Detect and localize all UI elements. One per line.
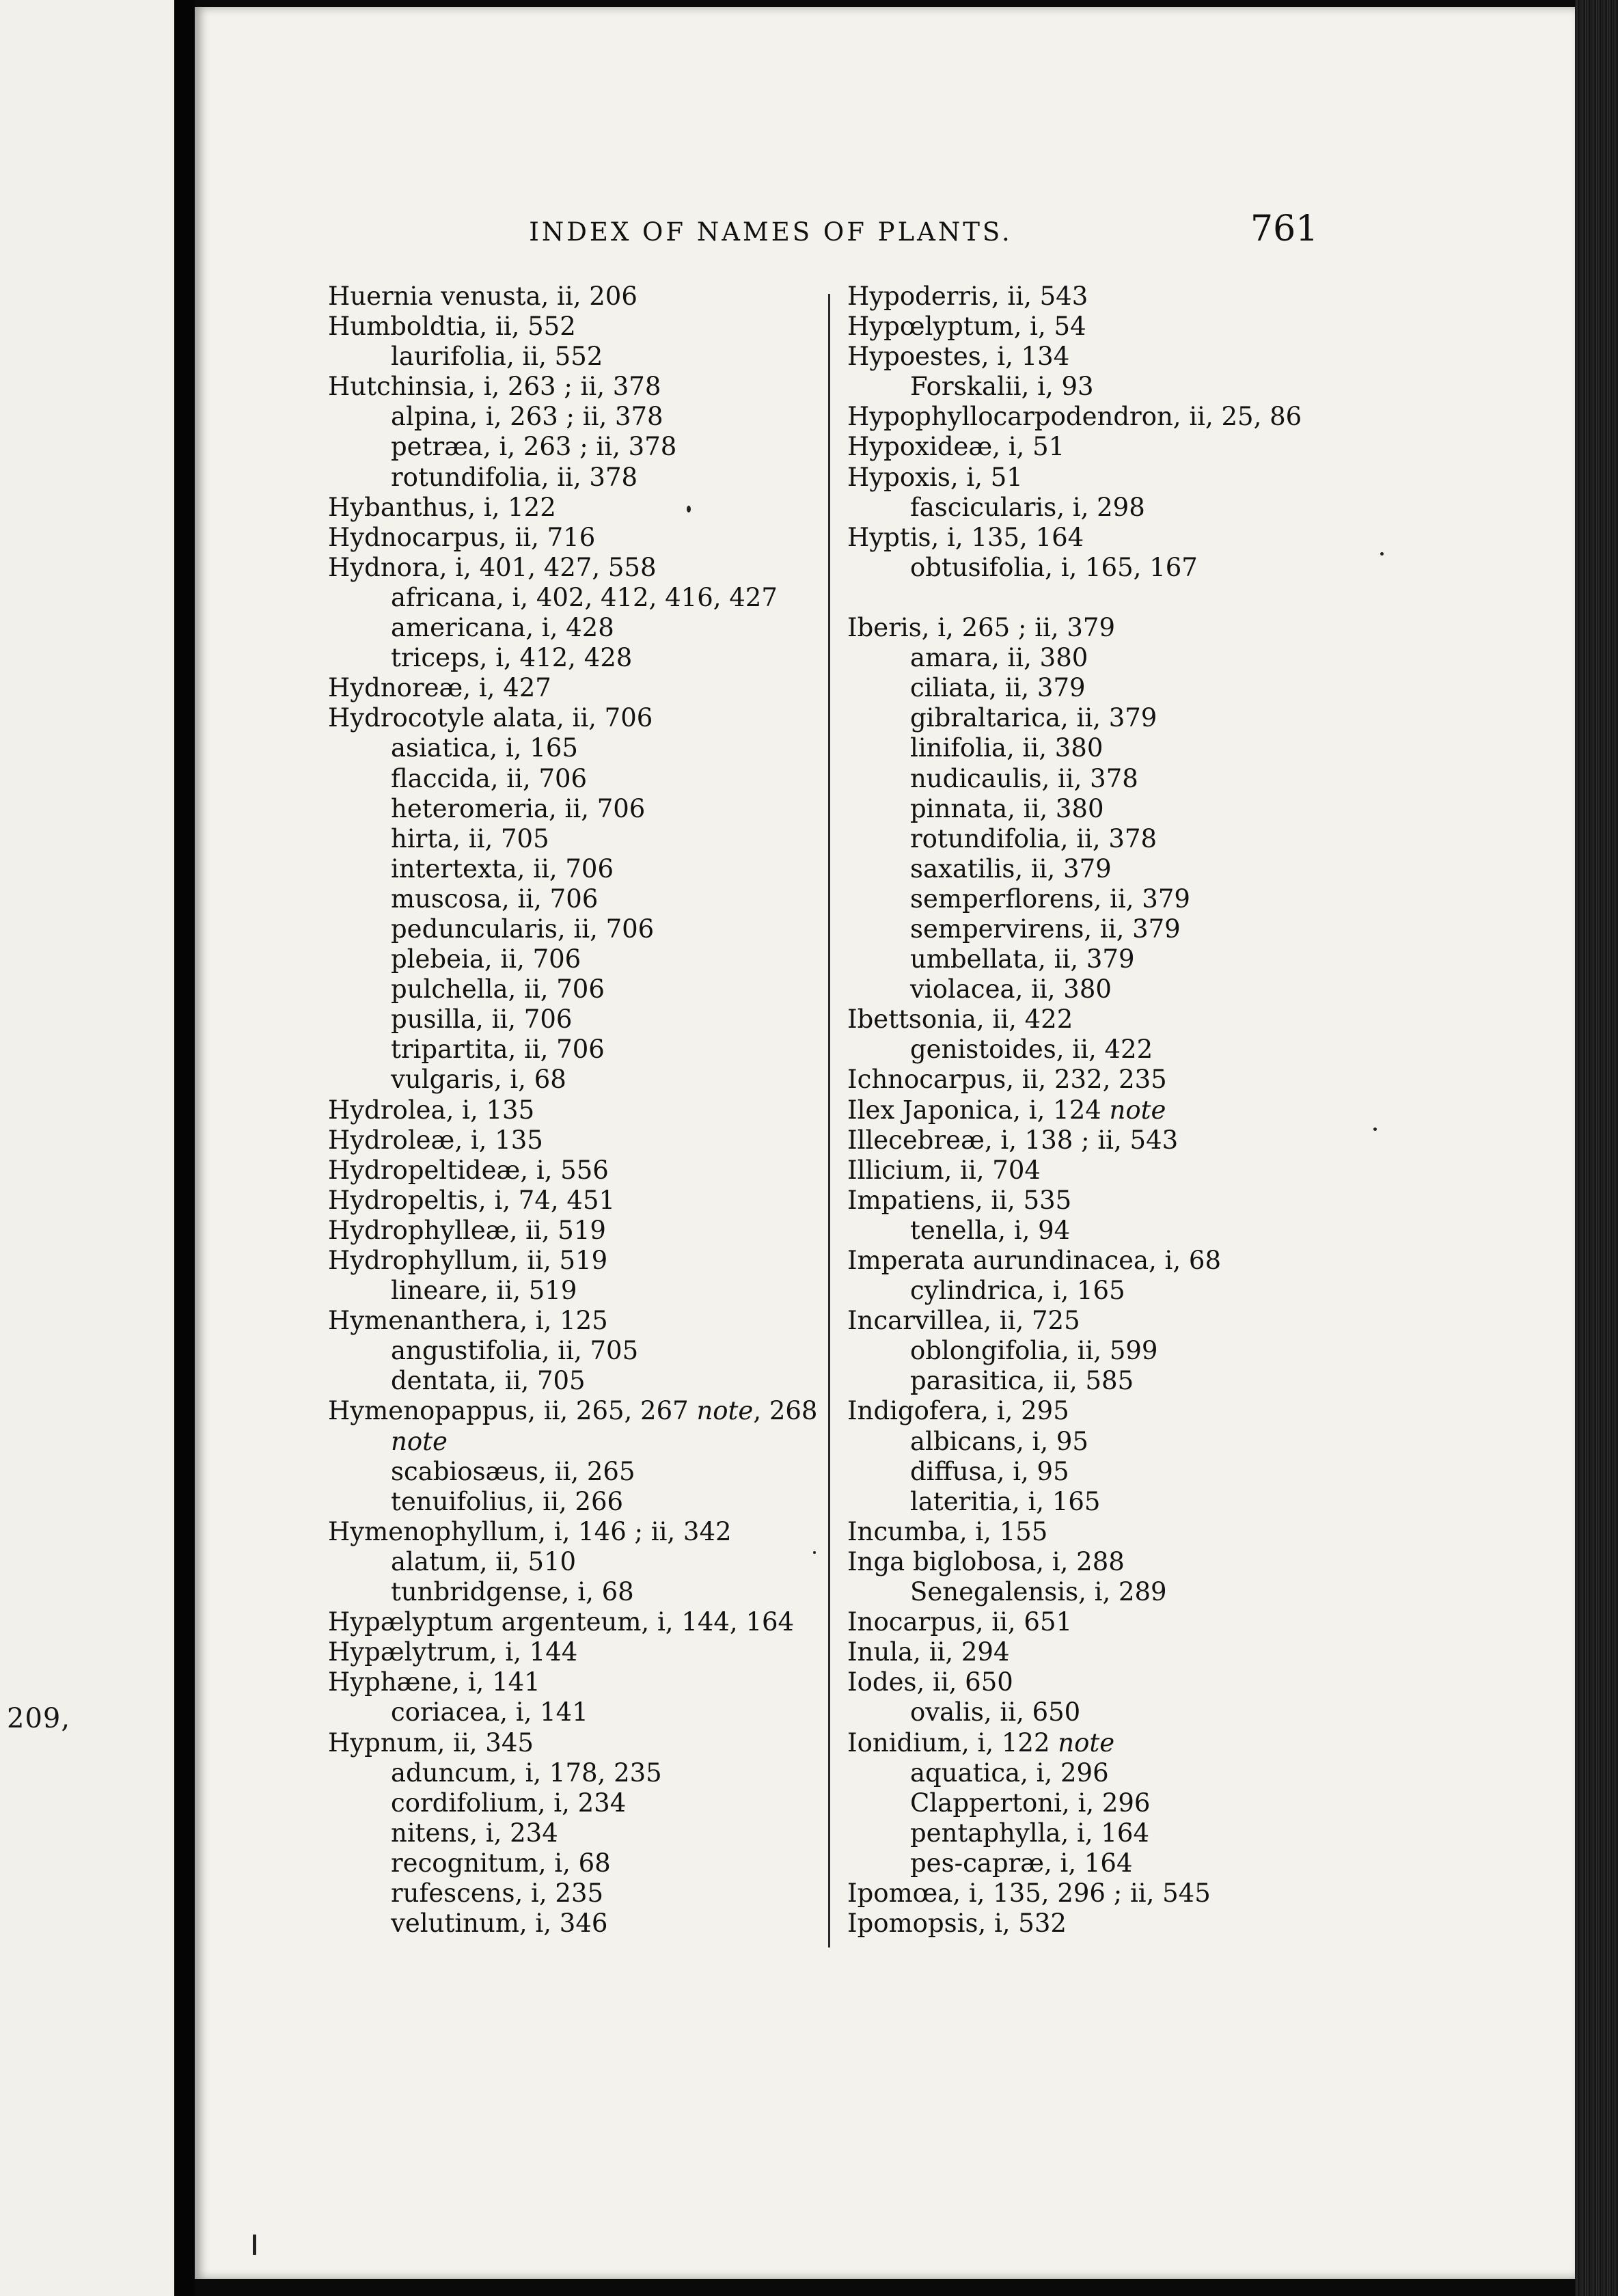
index-subentry	[847, 824, 1312, 854]
entry-text: Hypnum, ii, 345	[328, 1727, 534, 1758]
index-entry	[847, 1004, 1312, 1035]
entry-text: Huernia venusta, ii, 206	[328, 282, 637, 311]
entry-text: Indigofera, i, 295	[847, 1396, 1069, 1426]
entry-text: vulgaris, i, 68	[391, 1065, 566, 1095]
index-entry	[847, 402, 1312, 432]
index-column-right	[847, 282, 1312, 1939]
facing-page-edge	[0, 0, 174, 2296]
entry-text: umbellata, ii, 379	[910, 944, 1135, 974]
entry-text: rotundifolia, ii, 378	[391, 462, 638, 492]
index-entry	[328, 553, 847, 583]
index-entry	[847, 463, 1312, 493]
index-subentry	[847, 764, 1312, 794]
entry-text: Ilex Japonica, i, 124	[847, 1095, 1110, 1125]
index-subentry	[328, 1035, 847, 1065]
entry-text: Hypoxideæ, i, 51	[847, 432, 1065, 462]
entry-text: Inga biglobosa, i, 288	[847, 1546, 1125, 1576]
entry-text: Ionidium, i, 122	[847, 1727, 1058, 1758]
index-subentry	[328, 643, 847, 673]
index-subentry	[328, 1004, 847, 1035]
entry-text: fascicularis, i, 298	[910, 492, 1145, 522]
index-entry	[847, 1547, 1312, 1577]
entry-text: saxatilis, ii, 379	[910, 853, 1112, 884]
entry-text: Hydrophyllum, ii, 519	[328, 1246, 608, 1275]
index-entry	[328, 1637, 847, 1667]
entry-text: asiatica, i, 165	[391, 733, 578, 763]
index-entry	[328, 1396, 847, 1426]
index-entry	[847, 1065, 1312, 1095]
index-entry	[328, 703, 847, 733]
entry-text: intertexta, ii, 706	[391, 853, 614, 884]
entry-text: rufescens, i, 235	[391, 1878, 604, 1908]
entry-text: petræa, i, 263 ; ii, 378	[391, 432, 677, 462]
index-subentry	[328, 824, 847, 854]
entry-text: scabiosæus, ii, 265	[391, 1456, 635, 1486]
index-subentry	[328, 1336, 847, 1366]
index-subentry	[847, 944, 1312, 974]
index-subentry	[328, 884, 847, 914]
index-subentry	[328, 764, 847, 794]
print-speck	[253, 2234, 256, 2255]
index-subentry	[847, 884, 1312, 914]
index-entry	[847, 1878, 1312, 1909]
note-marker: note	[1058, 1727, 1115, 1758]
entry-text: oblongifolia, ii, 599	[910, 1336, 1158, 1366]
index-entry	[847, 432, 1312, 462]
index-entry	[847, 1095, 1312, 1125]
index-column-left	[328, 282, 847, 1939]
index-entry	[847, 1396, 1312, 1426]
entry-text: Hymenopappus, ii, 265, 267	[328, 1396, 697, 1426]
index-entry	[847, 1517, 1312, 1547]
entry-text: Ichnocarpus, ii, 232, 235	[847, 1065, 1167, 1095]
entry-text: Hymenophyllum, i, 146 ; ii, 342	[328, 1516, 732, 1546]
index-entry	[328, 1607, 847, 1637]
entry-text: aquatica, i, 296	[910, 1758, 1109, 1788]
entry-text: lateritia, i, 165	[910, 1486, 1101, 1516]
index-subentry	[847, 1336, 1312, 1366]
entry-text: sempervirens, ii, 379	[910, 914, 1181, 944]
index-subentry	[847, 1035, 1312, 1065]
entry-text: Incumba, i, 155	[847, 1516, 1048, 1546]
index-subentry	[847, 643, 1312, 673]
entry-text: parasitica, ii, 585	[910, 1366, 1134, 1396]
index-subentry	[847, 1366, 1312, 1396]
index-entry	[328, 1246, 847, 1276]
entry-text: rotundifolia, ii, 378	[910, 823, 1157, 853]
index-subentry	[847, 794, 1312, 824]
entry-text: tunbridgense, i, 68	[391, 1577, 634, 1607]
note-marker: note	[391, 1426, 448, 1456]
entry-text: violacea, ii, 380	[910, 974, 1112, 1004]
index-entry	[847, 1607, 1312, 1637]
entry-text: Hydrocotyle alata, ii, 706	[328, 703, 653, 733]
print-speck	[687, 506, 691, 512]
entry-text: alatum, ii, 510	[391, 1546, 577, 1576]
entry-text: Incarvillea, ii, 725	[847, 1306, 1080, 1336]
index-subentry	[328, 1848, 847, 1878]
entry-text: Ipomopsis, i, 532	[847, 1909, 1067, 1939]
entry-text: Hydropeltideæ, i, 556	[328, 1155, 609, 1185]
index-subentry	[847, 914, 1312, 944]
entry-text: hirta, ii, 705	[391, 823, 549, 853]
index-subentry	[847, 1577, 1312, 1607]
entry-text: tenuifolius, ii, 266	[391, 1486, 624, 1516]
index-entry	[847, 282, 1312, 312]
entry-text: Humboldtia, ii, 552	[328, 312, 576, 342]
index-subentry	[328, 1276, 847, 1306]
index-subentry	[847, 974, 1312, 1004]
entry-text: gibraltarica, ii, 379	[910, 703, 1157, 733]
index-subentry	[328, 794, 847, 824]
index-entry	[847, 1909, 1312, 1939]
entry-text: ovalis, ii, 650	[910, 1697, 1081, 1727]
entry-text: pes-capræ, i, 164	[910, 1848, 1133, 1878]
entry-text: Hypophyllocarpodendron, ii, 25, 86	[847, 402, 1302, 432]
entry-text: velutinum, i, 346	[391, 1909, 608, 1939]
index-subentry	[328, 1909, 847, 1939]
entry-text: Clappertoni, i, 296	[910, 1788, 1151, 1818]
entry-text: cylindrica, i, 165	[910, 1276, 1125, 1306]
index-subentry	[328, 1065, 847, 1095]
entry-text: Hymenanthera, i, 125	[328, 1306, 608, 1336]
index-subentry	[328, 1788, 847, 1818]
index-subentry	[328, 463, 847, 493]
index-entry	[328, 1306, 847, 1336]
index-entry	[847, 1667, 1312, 1697]
print-speck	[1380, 552, 1384, 556]
entry-text: Ibettsonia, ii, 422	[847, 1004, 1073, 1035]
index-entry	[328, 673, 847, 703]
entry-text: Hydropeltis, i, 74, 451	[328, 1185, 616, 1215]
entry-text: Illicium, ii, 704	[847, 1155, 1041, 1185]
entry-text: Hydroleæ, i, 135	[328, 1125, 543, 1155]
entry-text: Hypælyptum argenteum, i, 144, 164	[328, 1607, 795, 1637]
entry-text: Iodes, ii, 650	[847, 1667, 1013, 1697]
entry-text: albicans, i, 95	[910, 1426, 1088, 1456]
index-entry	[328, 523, 847, 553]
index-subentry	[328, 1487, 847, 1517]
index-subentry	[847, 372, 1312, 402]
index-subentry	[847, 854, 1312, 884]
entry-text: Imperata aurundinacea, i, 68	[847, 1246, 1221, 1275]
index-subentry	[847, 1276, 1312, 1306]
page-stack-edge	[1575, 0, 1618, 2296]
entry-text: Hypoxis, i, 51	[847, 462, 1023, 492]
entry-text: pusilla, ii, 706	[391, 1004, 573, 1035]
entry-text: tenella, i, 94	[910, 1215, 1071, 1245]
index-subentry	[328, 1818, 847, 1848]
entry-text: pulchella, ii, 706	[391, 974, 605, 1004]
index-subentry	[847, 1788, 1312, 1818]
index-subentry	[847, 1848, 1312, 1878]
index-subentry	[847, 733, 1312, 763]
entry-text: Senegalensis, i, 289	[910, 1577, 1167, 1607]
index-subentry	[847, 703, 1312, 733]
index-subentry	[328, 1577, 847, 1607]
index-entry	[328, 1186, 847, 1216]
entry-text: Hydnoreæ, i, 427	[328, 673, 551, 703]
index-entry	[328, 1728, 847, 1758]
index-entry	[847, 613, 1312, 643]
entry-text: cordifolium, i, 234	[391, 1788, 627, 1818]
entry-text: diffusa, i, 95	[910, 1456, 1069, 1486]
entry-text: Iberis, i, 265 ; ii, 379	[847, 613, 1116, 643]
entry-text: pentaphylla, i, 164	[910, 1818, 1149, 1848]
index-subentry	[328, 1366, 847, 1396]
entry-text: amara, ii, 380	[910, 643, 1088, 673]
index-entry	[847, 1246, 1312, 1276]
index-entry	[328, 1667, 847, 1697]
book-gutter	[174, 0, 195, 2296]
index-subentry	[847, 1697, 1312, 1727]
entry-text: dentata, ii, 705	[391, 1366, 586, 1396]
index-entry	[847, 1186, 1312, 1216]
note-marker: note	[696, 1396, 754, 1426]
entry-text: Hydnora, i, 401, 427, 558	[328, 552, 657, 582]
index-entry	[328, 312, 847, 342]
entry-text: Hydrophylleæ, ii, 519	[328, 1215, 606, 1245]
entry-text: Hydrolea, i, 135	[328, 1095, 535, 1125]
entry-text: flaccida, ii, 706	[391, 763, 588, 793]
entry-text: recognitum, i, 68	[391, 1848, 611, 1878]
facing-page-text-fragment: 209,	[7, 1703, 71, 1734]
entry-text: Inocarpus, ii, 651	[847, 1607, 1073, 1637]
entry-text: americana, i, 428	[391, 613, 614, 643]
index-subentry	[328, 583, 847, 613]
index-entry	[328, 1095, 847, 1125]
index-entry	[328, 282, 847, 312]
entry-text: obtusifolia, i, 165, 167	[910, 552, 1198, 582]
index-subentry	[847, 1818, 1312, 1848]
entry-text: Hutchinsia, i, 263 ; ii, 378	[328, 372, 661, 402]
index-subentry	[328, 944, 847, 974]
entry-text: Hybanthus, i, 122	[328, 492, 556, 522]
index-entry	[328, 1156, 847, 1186]
index-entry	[328, 493, 847, 523]
entry-text: Hypælytrum, i, 144	[328, 1637, 578, 1667]
page-number: 761	[1250, 208, 1319, 249]
index-subentry	[847, 1758, 1312, 1788]
index-entry	[847, 523, 1312, 553]
index-entry	[847, 1125, 1312, 1156]
index-subentry	[328, 854, 847, 884]
index-subentry	[328, 914, 847, 944]
index-subentry	[328, 342, 847, 372]
index-subentry	[847, 553, 1312, 583]
entry-text: Ipomœa, i, 135, 296 ; ii, 545	[847, 1878, 1211, 1908]
entry-text: coriacea, i, 141	[391, 1697, 588, 1727]
index-subentry	[328, 432, 847, 462]
entry-text-continued: , 268	[753, 1396, 818, 1426]
index-entry	[328, 1216, 847, 1246]
index-subentry	[328, 1547, 847, 1577]
index-subentry	[328, 733, 847, 763]
index-entry	[328, 1517, 847, 1547]
entry-text: genistoides, ii, 422	[910, 1035, 1153, 1065]
entry-text: triceps, i, 412, 428	[391, 643, 633, 673]
index-entry	[847, 1728, 1312, 1758]
entry-text: nudicaulis, ii, 378	[910, 763, 1138, 793]
index-subentry	[328, 1427, 847, 1457]
index-subentry	[847, 1216, 1312, 1246]
section-break	[847, 583, 1312, 613]
index-subentry	[328, 1758, 847, 1788]
index-entry	[847, 312, 1312, 342]
index-entry	[847, 1306, 1312, 1336]
print-speck	[1373, 1128, 1377, 1131]
entry-text: linifolia, ii, 380	[910, 733, 1103, 763]
entry-text: heteromeria, ii, 706	[391, 793, 646, 823]
index-subentry	[328, 1697, 847, 1727]
index-subentry	[328, 402, 847, 432]
index-subentry	[328, 1457, 847, 1487]
index-subentry	[847, 1457, 1312, 1487]
index-subentry	[847, 1487, 1312, 1517]
entry-text: pinnata, ii, 380	[910, 793, 1104, 823]
entry-text: alpina, i, 263 ; ii, 378	[391, 402, 663, 432]
index-subentry	[328, 974, 847, 1004]
index-entry	[328, 372, 847, 402]
entry-text: tripartita, ii, 706	[391, 1035, 605, 1065]
index-entry	[328, 1125, 847, 1156]
index-subentry	[328, 613, 847, 643]
note-marker: note	[1109, 1095, 1166, 1125]
index-subentry	[847, 493, 1312, 523]
entry-text: angustifolia, ii, 705	[391, 1336, 639, 1366]
entry-text: Impatiens, ii, 535	[847, 1185, 1072, 1215]
index-entry	[847, 1156, 1312, 1186]
entry-text: Hypoderris, ii, 543	[847, 282, 1088, 311]
entry-text: plebeia, ii, 706	[391, 944, 581, 974]
entry-text: Hypœlyptum, i, 54	[847, 312, 1086, 342]
entry-text: semperflorens, ii, 379	[910, 884, 1190, 914]
entry-text: lineare, ii, 519	[391, 1276, 577, 1306]
running-head: INDEX OF NAMES OF PLANTS.	[529, 217, 1013, 247]
entry-text: aduncum, i, 178, 235	[391, 1758, 662, 1788]
entry-text: laurifolia, ii, 552	[391, 342, 603, 372]
entry-text: nitens, i, 234	[391, 1818, 558, 1848]
entry-text: muscosa, ii, 706	[391, 884, 599, 914]
index-subentry	[847, 673, 1312, 703]
print-speck	[813, 1551, 816, 1554]
column-divider	[828, 294, 830, 1948]
index-entry	[847, 342, 1312, 372]
entry-text: Hyptis, i, 135, 164	[847, 522, 1084, 552]
entry-text: ciliata, ii, 379	[910, 673, 1086, 703]
entry-text: Hydnocarpus, ii, 716	[328, 522, 596, 552]
entry-text: Forskalii, i, 93	[910, 372, 1094, 402]
index-subentry	[328, 1878, 847, 1909]
entry-text: africana, i, 402, 412, 416, 427	[391, 582, 778, 612]
entry-text: peduncularis, ii, 706	[391, 914, 655, 944]
entry-text: Inula, ii, 294	[847, 1637, 1010, 1667]
index-entry	[847, 1637, 1312, 1667]
entry-text: Illecebreæ, i, 138 ; ii, 543	[847, 1125, 1179, 1155]
entry-text: Hyphæne, i, 141	[328, 1667, 540, 1697]
index-subentry	[847, 1427, 1312, 1457]
entry-text: Hypoestes, i, 134	[847, 342, 1070, 372]
